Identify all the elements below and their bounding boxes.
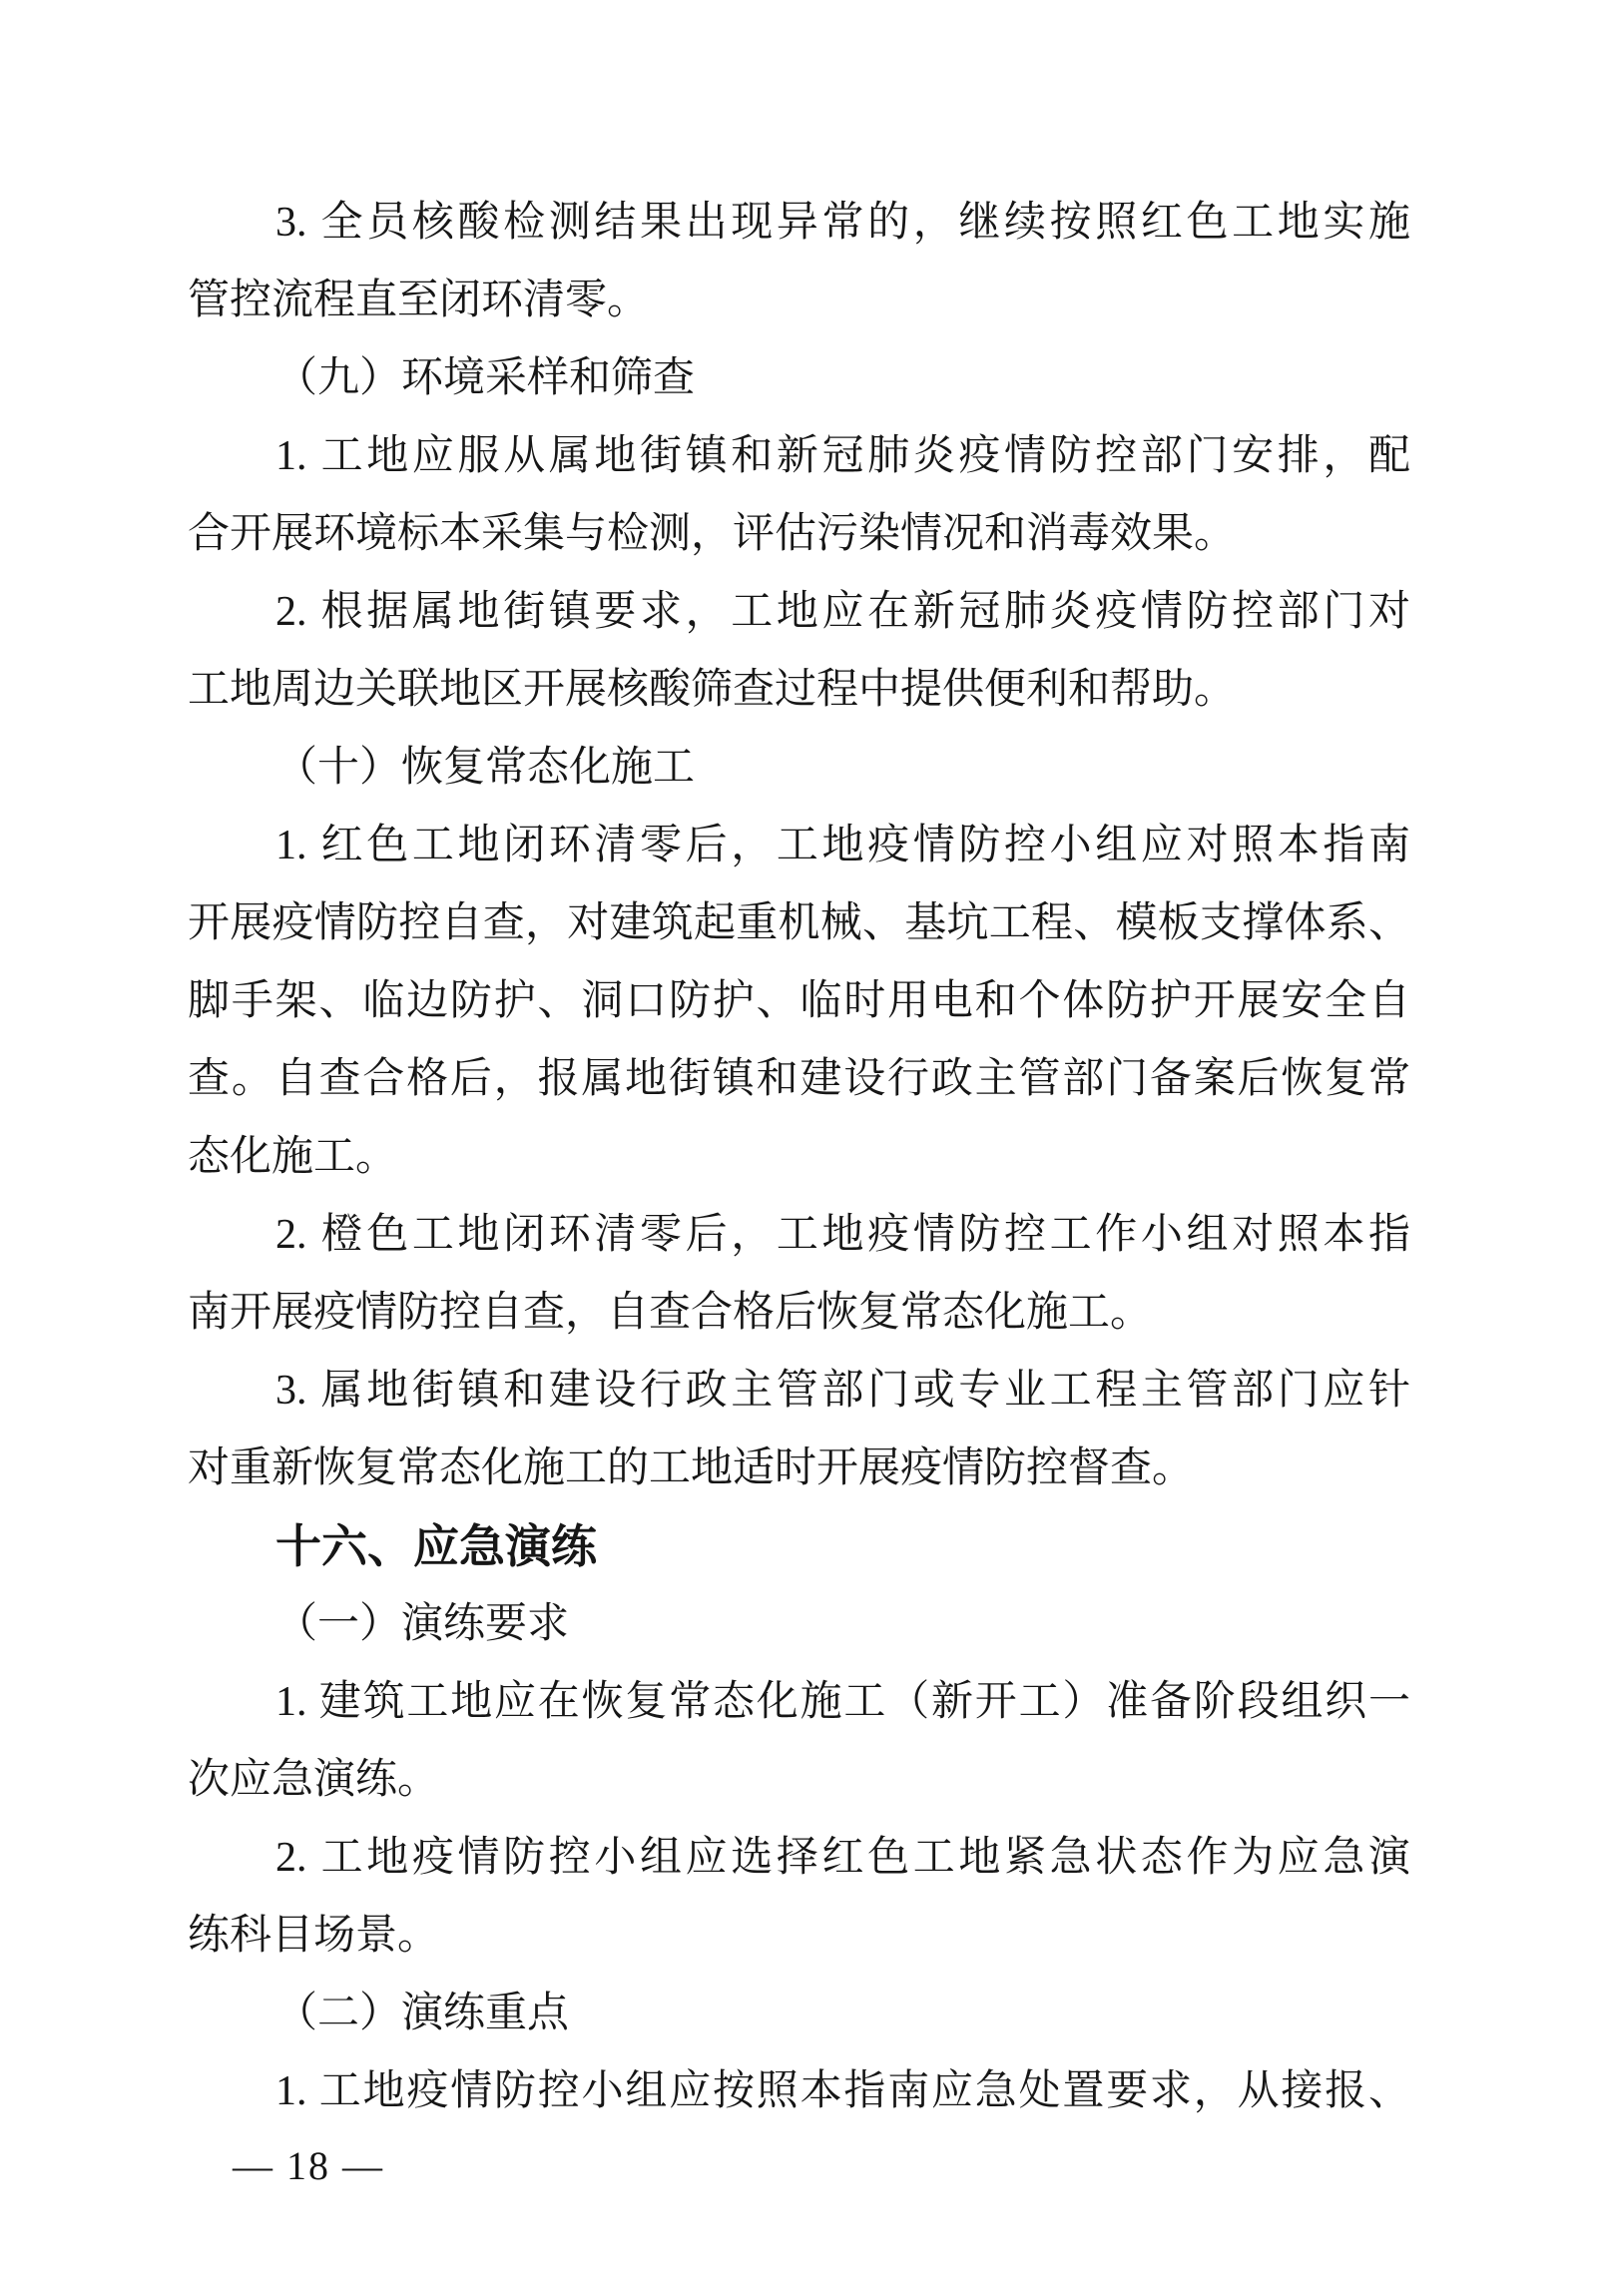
section-heading: 十六、应急演练 bbox=[275, 1520, 597, 1572]
text-line: 2. 工地疫情防控小组应选择红色工地紧急状态作为应急演 bbox=[275, 1835, 1410, 1881]
page-number: — 18 — bbox=[233, 2143, 384, 2188]
text-line: 态化施工。 bbox=[188, 1134, 398, 1180]
text-line: 查。自查合格后，报属地街镇和建设行政主管部门备案后恢复常 bbox=[188, 1056, 1410, 1102]
text-line: 2. 橙色工地闭环清零后，工地疫情防控工作小组对照本指 bbox=[275, 1212, 1410, 1258]
text-line: 合开展环境标本采集与检测，评估污染情况和消毒效果。 bbox=[188, 511, 1237, 557]
text-line: 3. 全员核酸检测结果出现异常的，继续按照红色工地实施 bbox=[275, 200, 1410, 246]
text-line: 1. 工地疫情防控小组应按照本指南应急处置要求，从接报、 bbox=[275, 2068, 1410, 2114]
text-line: 次应急演练。 bbox=[188, 1757, 440, 1803]
sub-heading: （十）恢复常态化施工 bbox=[275, 745, 696, 791]
text-line: 3. 属地街镇和建设行政主管部门或专业工程主管部门应针 bbox=[275, 1368, 1410, 1414]
text-line: 管控流程直至闭环清零。 bbox=[188, 278, 650, 323]
text-line: 工地周边关联地区开展核酸筛查过程中提供便利和帮助。 bbox=[188, 667, 1237, 713]
text-line: 1. 工地应服从属地街镇和新冠肺炎疫情防控部门安排，配 bbox=[275, 433, 1410, 479]
sub-heading: （九）环境采样和筛查 bbox=[275, 355, 696, 401]
text-line: 2. 根据属地街镇要求，工地应在新冠肺炎疫情防控部门对 bbox=[275, 589, 1410, 635]
text-line: 开展疫情防控自查，对建筑起重机械、基坑工程、模板支撑体系、 bbox=[188, 900, 1410, 946]
sub-heading: （二）演练重点 bbox=[275, 1991, 570, 2036]
text-line: 1. 建筑工地应在恢复常态化施工（新开工）准备阶段组织一 bbox=[275, 1679, 1410, 1725]
sub-heading: （一）演练要求 bbox=[275, 1601, 570, 1647]
text-line: 南开展疫情防控自查，自查合格后恢复常态化施工。 bbox=[188, 1290, 1153, 1336]
text-line: 脚手架、临边防护、洞口防护、临时用电和个体防护开展安全自 bbox=[188, 978, 1410, 1024]
text-block bbox=[188, 0, 1410, 2130]
text-line: 对重新恢复常态化施工的工地适时开展疫情防控督查。 bbox=[188, 1445, 1195, 1491]
text-line: 练科目场景。 bbox=[188, 1913, 440, 1959]
text-line: 1. 红色工地闭环清零后，工地疫情防控小组应对照本指南 bbox=[275, 823, 1410, 868]
